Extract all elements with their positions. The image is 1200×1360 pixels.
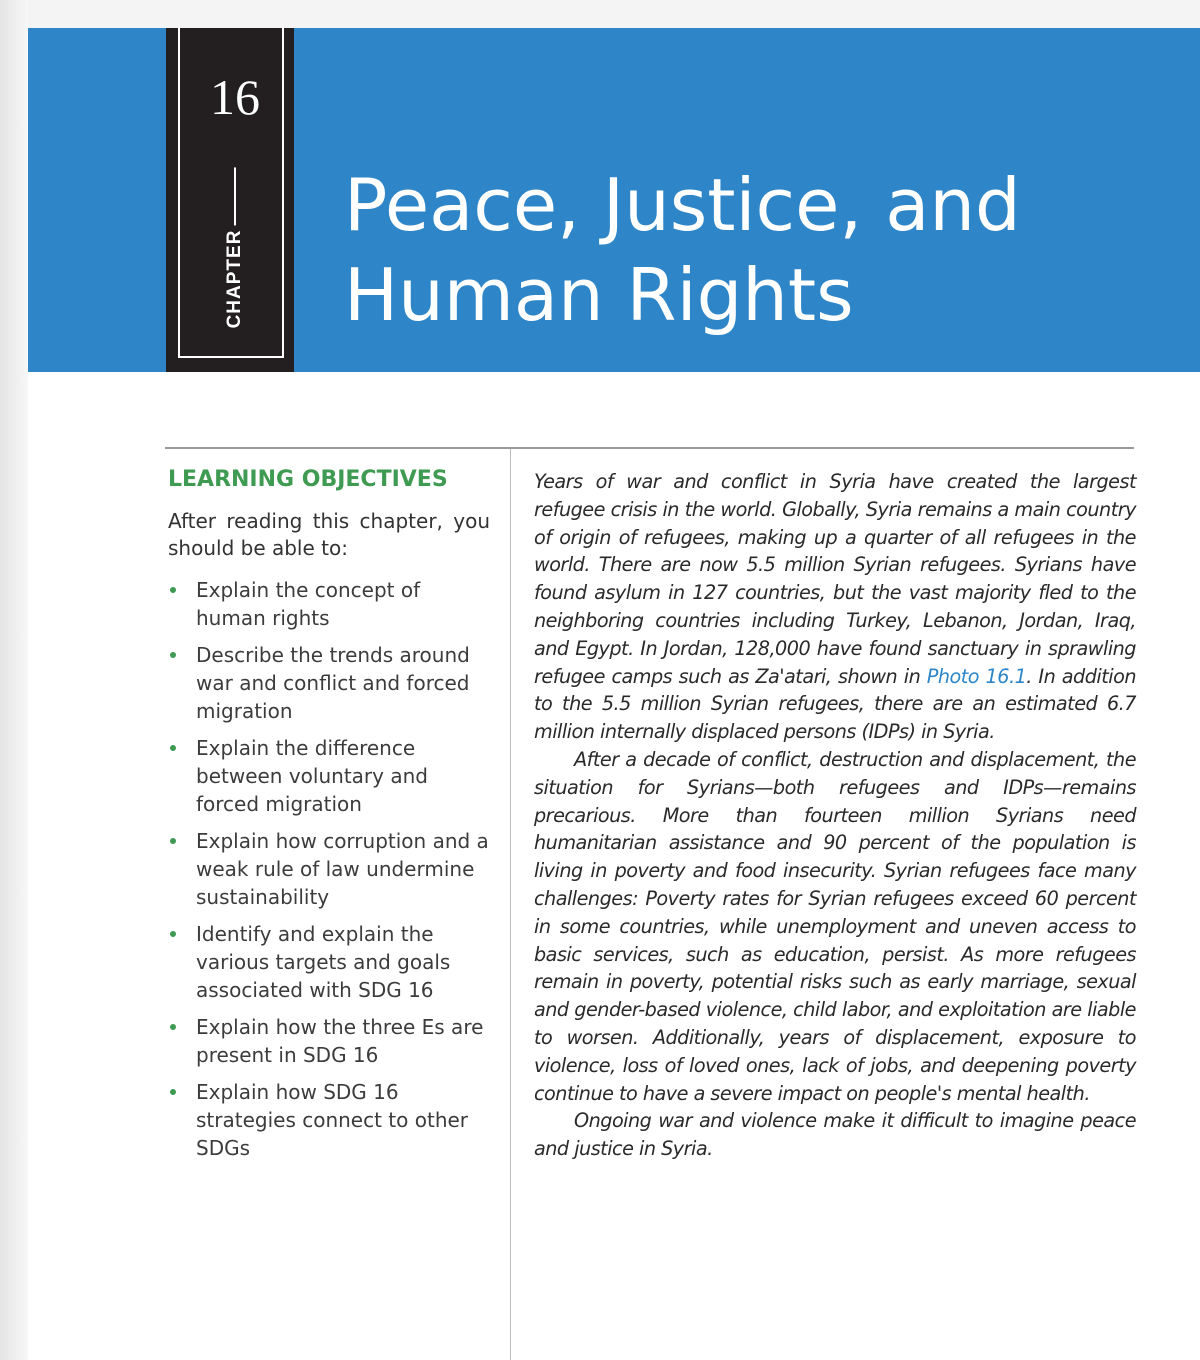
- chapter-title: [344, 160, 1164, 340]
- chapter-title-line2: Human Rights: [344, 253, 854, 337]
- photo-reference-link[interactable]: Photo 16.1: [926, 664, 1027, 688]
- objective-text: Identify and explain the various targets and goals associated with SDG 16: [196, 922, 451, 1002]
- body-paragraph-3: Ongoing war and violence make it difficult to imagine peace and justice in Syria.: [534, 1109, 1136, 1161]
- chapter-tab-frame: [178, 28, 284, 358]
- bullet-icon: [170, 1089, 176, 1095]
- body-paragraph-1: [534, 468, 1136, 746]
- objective-item: [168, 734, 490, 818]
- chapter-title-line1: Peace, Justice, and: [344, 163, 1021, 247]
- chapter-label-text: CHAPTER: [224, 229, 245, 329]
- bullet-icon: [170, 652, 176, 658]
- learning-objectives-intro: After reading this chapter, you should be able to:: [168, 509, 490, 560]
- objective-item: [168, 1013, 490, 1069]
- p1-text-after: . In addition to the 5.5 million Syrian refugees, there are an estimated 6.7 million internally displaced persons (IDPs) in Syria.: [534, 664, 1136, 744]
- section-divider: [165, 447, 1134, 449]
- chapter-label-rule: [234, 168, 236, 226]
- chapter-label-wrap: [220, 158, 250, 338]
- objective-text: Describe the trends around war and conflict and forced migration: [196, 643, 470, 723]
- objective-text: Explain how SDG 16 strategies connect to other SDGs: [196, 1080, 469, 1160]
- objective-text: Explain how the three Es are present in SDG 16: [196, 1015, 484, 1067]
- chapter-label: [224, 168, 246, 329]
- objective-item: [168, 576, 490, 632]
- objective-item: [168, 641, 490, 725]
- bullet-icon: [170, 838, 176, 844]
- p1-text-before: Years of war and conflict in Syria have created the largest refugee crisis in the world. Globally, Syria remains a main country of origin of refugees, making up a quarter of all refugees in the world. There are now 5.5 million Syrian refugees. Syrians have found asylum in 127 countries, but the vast majority fled to the neighboring countries including Turkey, Lebanon, Jordan, Iraq, and Egypt. In Jordan, 128,000 have found sanctuary in sprawling refugee camps such as Za'atari, shown in: [534, 470, 1136, 688]
- bullet-icon: [170, 1024, 176, 1030]
- page-top-margin: [0, 0, 1200, 28]
- objective-item: [168, 920, 490, 1004]
- learning-objectives-box: [168, 466, 490, 1171]
- column-divider: [510, 449, 511, 1360]
- chapter-number: 16: [210, 69, 260, 125]
- bullet-icon: [170, 745, 176, 751]
- chapter-opening-text: [534, 468, 1136, 1163]
- objective-item: [168, 1078, 490, 1162]
- learning-objectives-list: [168, 576, 490, 1162]
- bullet-icon: [170, 931, 176, 937]
- body-paragraph-2: After a decade of conflict, destruction and displacement, the situation for Syrians—both refugees and IDPs—remains precarious. More than fourteen million Syrians need humanitarian assistance and 90 percent of the population is living in poverty and food insecurity. Syrian refugees face many challenges: Poverty rates for Syrian refugees exceed 60 percent in some countries, while unemployment and uneven access to basic services, such as education, persist. As more refugees remain in poverty, potential risks such as early marriage, sexual and gender-based violence, child labor, and exploitation are liable to worsen. Additionally, years of displacement, exposure to violence, loss of loved ones, lack of jobs, and deepening poverty continue to have a severe impact on people's mental health.: [534, 747, 1136, 1105]
- objective-text: Explain the difference between voluntary and forced migration: [196, 736, 428, 816]
- objective-text: Explain how corruption and a weak rule of law undermine sustainability: [196, 829, 489, 909]
- page-gutter-shadow: [0, 0, 28, 1360]
- learning-objectives-heading: LEARNING OBJECTIVES: [168, 467, 448, 492]
- chapter-tab: [166, 28, 294, 372]
- bullet-icon: [170, 587, 176, 593]
- objective-text: Explain the concept of human rights: [196, 578, 421, 630]
- objective-item: [168, 827, 490, 911]
